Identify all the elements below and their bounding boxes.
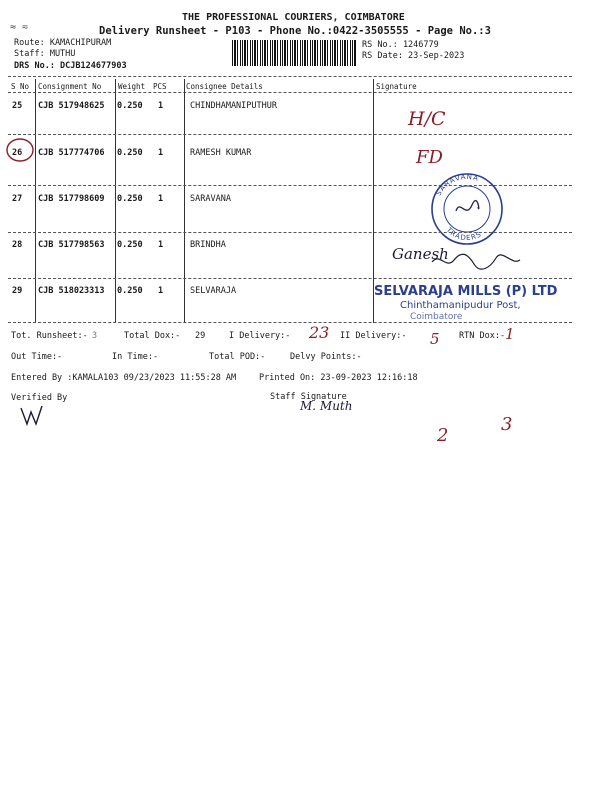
total-dox-label: Total Dox:- (124, 331, 181, 341)
row-sno: 29 (12, 286, 23, 296)
tot-runsheet-value: 3 (92, 331, 98, 341)
col-sno: S No (11, 82, 30, 91)
row-weight: 0.250 (117, 101, 143, 111)
svg-text:SARAVANA: SARAVANA (434, 172, 481, 198)
row-consignee: SELVARAJA (190, 286, 237, 296)
page-mark: 3 (501, 414, 513, 435)
route: Route: KAMACHIPURAM (14, 38, 112, 48)
col-divider (35, 79, 36, 323)
row-consignee: SARAVANA (190, 194, 231, 204)
table-top-rule (8, 76, 572, 77)
page-mark: 2 (437, 425, 449, 446)
row-consignment: CJB 517798563 (38, 240, 105, 250)
row-rule (8, 278, 572, 279)
staff-signature-label: Staff Signature (270, 392, 347, 402)
saravana-traders-stamp (428, 171, 506, 247)
row-sno: 27 (12, 194, 23, 204)
verified-by: Verified By (11, 393, 68, 403)
delvy-points: Delvy Points:- (290, 352, 362, 362)
col-divider (184, 79, 185, 323)
handwritten-note: FD (416, 147, 443, 168)
row-consignment: CJB 517798609 (38, 194, 105, 204)
row-sno: 26 (12, 148, 23, 158)
staff-signature: M. Muth (300, 399, 353, 413)
col-weight: Weight (118, 82, 146, 91)
row-pcs: 1 (158, 101, 164, 111)
col-divider (115, 79, 116, 323)
rs-number: RS No.: 1246779 (362, 40, 439, 50)
total-dox-value: 29 (195, 331, 206, 341)
row-consignee: CHINDHAMANIPUTHUR (190, 101, 277, 111)
selvaraja-mills-stamp: SELVARAJA MILLS (P) LTD (374, 284, 558, 299)
row-sno: 28 (12, 240, 23, 250)
printed-on: Printed On: 23-09-2023 12:16:18 (259, 373, 418, 383)
col-signature: Signature (376, 82, 417, 91)
scribble-icon: ≈ ≂ (10, 22, 29, 33)
recipient-signature: Ganesh (392, 245, 449, 263)
circle-mark (4, 136, 38, 164)
row-pcs: 1 (158, 194, 164, 204)
ii-delivery-label: II Delivery:- (340, 331, 407, 341)
stamp-address-line: Chinthamanipudur Post, (400, 300, 521, 311)
table-bottom-rule (8, 322, 572, 323)
col-consignee: Consignee Details (186, 82, 263, 91)
barcode (232, 40, 356, 66)
row-weight: 0.250 (117, 240, 143, 250)
out-time: Out Time:- (11, 352, 63, 362)
rtn-dox-label: RTN Dox:- (459, 331, 506, 341)
row-rule (8, 232, 572, 233)
row-rule (8, 134, 572, 135)
runsheet-title: Delivery Runsheet - P103 - Phone No.:0422-3505555 - Page No.:3 (99, 25, 491, 37)
tot-runsheet-label: Tot. Runsheet:- (11, 331, 88, 341)
signature-scribble (430, 250, 522, 272)
svg-text:TRADERS: TRADERS (444, 226, 484, 243)
row-consignment: CJB 518023313 (38, 286, 105, 296)
drs-number: DRS No.: DCJB124677903 (14, 61, 127, 71)
ii-delivery-value: 5 (430, 330, 440, 348)
stamp-city-line: Coimbatore (410, 312, 463, 322)
i-delivery-label: I Delivery:- (229, 331, 291, 341)
i-delivery-value: 23 (309, 323, 330, 342)
rs-date: RS Date: 23-Sep-2023 (362, 51, 465, 61)
entered-by: Entered By :KAMALA103 09/23/2023 11:55:28 AM (11, 373, 237, 383)
row-consignee: RAMESH KUMAR (190, 148, 252, 158)
row-pcs: 1 (158, 148, 164, 158)
company-name: THE PROFESSIONAL COURIERS, COIMBATORE (182, 12, 405, 23)
row-sno: 25 (12, 101, 23, 111)
col-consignment: Consignment No (38, 82, 102, 91)
row-pcs: 1 (158, 286, 164, 296)
row-weight: 0.250 (117, 148, 143, 158)
row-weight: 0.250 (117, 194, 143, 204)
row-pcs: 1 (158, 240, 164, 250)
total-pod: Total POD:- (209, 352, 266, 362)
in-time: In Time:- (112, 352, 159, 362)
verifier-signature (18, 402, 48, 428)
rtn-dox-value: 1 (505, 325, 515, 343)
row-consignment: CJB 517948625 (38, 101, 105, 111)
col-pcs: PCS (153, 82, 167, 91)
staff: Staff: MUTHU (14, 49, 76, 59)
row-consignee: BRINDHA (190, 240, 226, 250)
handwritten-note: H/C (408, 108, 446, 130)
row-consignment: CJB 517774706 (38, 148, 105, 158)
row-weight: 0.250 (117, 286, 143, 296)
table-header-rule (8, 92, 572, 93)
